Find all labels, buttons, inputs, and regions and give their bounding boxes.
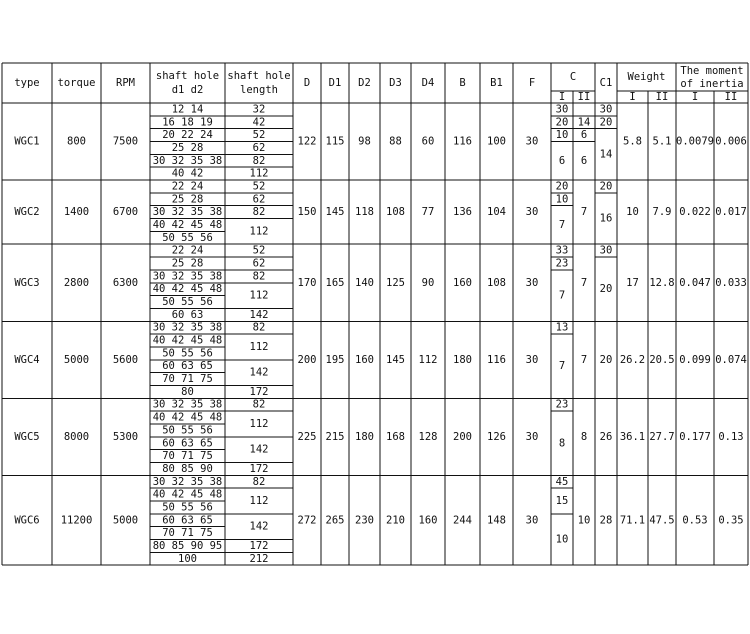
cell-d3: 108 xyxy=(386,206,405,219)
cell-shaft-hole: 40 42 45 48 xyxy=(152,334,223,347)
cell-shaft-length: 52 xyxy=(252,129,266,142)
cell-weight-ii: 27.7 xyxy=(649,430,675,443)
cell-weight-i: 26.2 xyxy=(619,353,646,366)
cell-b1: 148 xyxy=(487,514,506,527)
cell-c1: 28 xyxy=(599,514,613,527)
header-c-ii: II xyxy=(577,91,591,103)
cell-c-i: 10 xyxy=(555,129,569,142)
cell-shaft-hole: 70 71 75 xyxy=(162,373,213,386)
cell-shaft-length: 32 xyxy=(252,103,266,116)
cell-d: 225 xyxy=(297,430,317,443)
cell-d1: 145 xyxy=(325,206,345,219)
cell-shaft-hole: 22 24 xyxy=(171,180,204,193)
cell-shaft-hole: 40 42 45 48 xyxy=(152,283,223,296)
cell-f: 30 xyxy=(525,430,539,443)
cell-c-ii: 7 xyxy=(580,353,588,366)
cell-shaft-length: 62 xyxy=(252,141,266,154)
cell-c-i: 13 xyxy=(555,321,569,334)
cell-c-ii: 6 xyxy=(580,129,588,142)
cell-c1: 20 xyxy=(599,283,613,296)
cell-shaft-length: 142 xyxy=(249,366,269,379)
cell-d2: 98 xyxy=(358,135,371,148)
cell-inertia-ii: 0.13 xyxy=(718,430,744,443)
cell-c1: 20 xyxy=(599,116,613,129)
header-d2: D2 xyxy=(358,77,371,89)
cell-torque: 11200 xyxy=(60,514,93,527)
cell-shaft-hole: 60 63 65 xyxy=(162,514,213,527)
cell-d1: 195 xyxy=(325,353,345,366)
cell-rpm: 6700 xyxy=(112,206,139,219)
cell-shaft-length: 172 xyxy=(249,539,269,552)
cell-b1: 126 xyxy=(487,430,506,443)
cell-shaft-hole: 70 71 75 xyxy=(162,527,213,540)
cell-d: 170 xyxy=(297,276,317,289)
cell-f: 30 xyxy=(525,135,539,148)
header-shaft-hole-d1-d2: d1 d2 xyxy=(171,84,204,96)
cell-shaft-hole: 25 28 xyxy=(171,257,204,270)
header-of-inertia: of inertia xyxy=(680,78,744,90)
cell-shaft-hole: 100 xyxy=(178,552,197,565)
cell-inertia-i: 0.53 xyxy=(682,514,708,527)
cell-rpm: 5600 xyxy=(112,353,139,366)
cell-c-i: 20 xyxy=(555,180,569,193)
cell-inertia-i: 0.177 xyxy=(679,430,711,443)
cell-shaft-hole: 50 55 56 xyxy=(162,347,213,360)
cell-d: 122 xyxy=(297,135,317,148)
cell-d4: 60 xyxy=(421,135,435,148)
cell-type: WGC1 xyxy=(14,135,40,148)
cell-weight-i: 5.8 xyxy=(623,135,642,148)
cell-b1: 100 xyxy=(487,135,506,148)
cell-shaft-length: 142 xyxy=(249,308,269,321)
cell-inertia-ii: 0.074 xyxy=(715,353,747,366)
cell-rpm: 5000 xyxy=(112,514,139,527)
header-d3: D3 xyxy=(389,77,402,89)
cell-c1: 30 xyxy=(599,103,613,116)
cell-f: 30 xyxy=(525,353,539,366)
cell-c1: 26 xyxy=(599,430,613,443)
cell-c-ii: 6 xyxy=(580,154,588,167)
cell-weight-ii: 7.9 xyxy=(652,206,672,219)
header-rpm: RPM xyxy=(116,77,135,89)
cell-shaft-hole: 50 55 56 xyxy=(162,231,213,244)
cell-d3: 145 xyxy=(386,353,405,366)
cell-b: 180 xyxy=(453,353,472,366)
cell-c1: 14 xyxy=(599,148,613,161)
cell-shaft-hole: 50 55 56 xyxy=(162,296,213,309)
cell-d3: 88 xyxy=(389,135,402,148)
cell-c-ii: 8 xyxy=(580,430,588,443)
cell-inertia-ii: 0.033 xyxy=(715,276,747,289)
cell-weight-i: 17 xyxy=(626,276,639,289)
cell-shaft-length: 112 xyxy=(249,289,269,302)
cell-d: 200 xyxy=(297,353,317,366)
cell-c-ii: 10 xyxy=(577,514,591,527)
header-moment-i: I xyxy=(691,91,699,103)
cell-c-i: 30 xyxy=(555,103,569,116)
cell-inertia-i: 0.099 xyxy=(679,353,711,366)
cell-torque: 2800 xyxy=(63,276,90,289)
cell-shaft-hole: 16 18 19 xyxy=(162,116,213,129)
cell-inertia-i: 0.0079 xyxy=(676,135,714,148)
cell-shaft-hole: 40 42 45 48 xyxy=(152,411,223,424)
cell-shaft-length: 82 xyxy=(252,206,266,219)
cell-shaft-hole: 30 32 35 38 xyxy=(152,154,223,167)
cell-c-ii: 7 xyxy=(580,206,588,219)
cell-inertia-ii: 0.35 xyxy=(718,514,744,527)
cell-shaft-hole: 60 63 65 xyxy=(162,360,213,373)
header-shaft-hole-length: shaft hole xyxy=(227,70,291,82)
cell-d3: 210 xyxy=(386,514,405,527)
header-d4: D4 xyxy=(421,77,435,89)
cell-type: WGC3 xyxy=(14,276,40,289)
cell-shaft-length: 82 xyxy=(252,154,266,167)
cell-d4: 90 xyxy=(421,276,435,289)
cell-torque: 1400 xyxy=(63,206,90,219)
cell-shaft-length: 62 xyxy=(252,193,266,206)
cell-shaft-length: 172 xyxy=(249,385,269,398)
cell-shaft-length: 112 xyxy=(249,418,269,430)
cell-shaft-hole: 50 55 56 xyxy=(162,424,213,437)
cell-type: WGC2 xyxy=(14,206,40,219)
header-f: F xyxy=(528,77,536,89)
cell-d: 150 xyxy=(297,206,317,219)
cell-b: 136 xyxy=(453,206,472,219)
cell-shaft-hole: 22 24 xyxy=(171,244,204,257)
cell-c-i: 45 xyxy=(555,475,569,488)
cell-c1: 20 xyxy=(599,180,613,193)
cell-weight-ii: 5.1 xyxy=(652,135,672,148)
cell-f: 30 xyxy=(525,514,539,527)
cell-shaft-length: 82 xyxy=(252,398,266,411)
header-shaft-hole: shaft hole xyxy=(155,70,220,82)
cell-c-i: 10 xyxy=(555,193,569,206)
cell-shaft-hole: 30 32 35 38 xyxy=(152,206,223,219)
cell-b: 160 xyxy=(453,276,472,289)
cell-d1: 215 xyxy=(325,430,345,443)
header-c-i: I xyxy=(558,91,566,103)
cell-shaft-hole: 20 22 24 xyxy=(162,129,213,142)
cell-shaft-length: 112 xyxy=(249,167,269,180)
cell-shaft-length: 82 xyxy=(252,321,266,334)
cell-c-i: 10 xyxy=(555,533,569,546)
cell-c-i: 20 xyxy=(555,116,569,129)
header-c: C xyxy=(569,71,577,83)
header-c1: C1 xyxy=(599,77,613,89)
cell-d3: 168 xyxy=(386,430,405,443)
cell-weight-ii: 20.5 xyxy=(649,353,675,366)
cell-d: 272 xyxy=(297,514,317,527)
cell-d2: 160 xyxy=(355,353,374,366)
cell-shaft-length: 172 xyxy=(249,462,269,475)
cell-c-i: 7 xyxy=(558,218,566,231)
header-d: D xyxy=(303,77,311,89)
cell-torque: 8000 xyxy=(63,430,90,443)
cell-shaft-hole: 80 85 90 95 xyxy=(152,539,223,552)
cell-shaft-length: 52 xyxy=(252,244,266,257)
cell-d2: 180 xyxy=(355,430,374,443)
cell-d1: 165 xyxy=(325,276,345,289)
cell-c-ii: 7 xyxy=(580,276,588,289)
cell-d4: 77 xyxy=(421,206,435,219)
cell-d4: 160 xyxy=(418,514,438,527)
cell-b1: 104 xyxy=(487,206,506,219)
cell-weight-ii: 12.8 xyxy=(649,276,675,289)
cell-d4: 128 xyxy=(418,430,438,443)
cell-shaft-hole: 80 85 90 xyxy=(162,462,213,475)
cell-shaft-hole: 40 42 45 48 xyxy=(152,488,223,501)
cell-c-i: 8 xyxy=(558,437,566,450)
cell-shaft-hole: 30 32 35 38 xyxy=(152,475,223,488)
cell-b1: 108 xyxy=(487,276,506,289)
cell-shaft-hole: 60 63 xyxy=(171,308,204,321)
header-weight-i: I xyxy=(629,91,636,103)
cell-weight-ii: 47.5 xyxy=(649,514,675,527)
cell-shaft-hole: 80 xyxy=(181,385,194,398)
cell-weight-i: 36.1 xyxy=(619,430,646,443)
cell-c-ii: 14 xyxy=(577,116,591,129)
cell-d2: 230 xyxy=(355,514,374,527)
cell-c-i: 6 xyxy=(558,154,566,167)
header-weight: Weight xyxy=(627,71,666,83)
cell-c1: 16 xyxy=(599,212,613,225)
cell-shaft-hole: 60 63 65 xyxy=(162,437,213,450)
cell-rpm: 5300 xyxy=(112,430,139,443)
cell-d4: 112 xyxy=(418,353,438,366)
cell-shaft-length: 62 xyxy=(252,257,266,270)
cell-shaft-length: 212 xyxy=(249,552,269,565)
cell-shaft-length: 112 xyxy=(249,225,269,238)
cell-c-i: 23 xyxy=(555,257,569,270)
cell-inertia-i: 0.047 xyxy=(679,276,711,289)
cell-shaft-hole: 40 42 xyxy=(171,167,204,180)
cell-inertia-ii: 0.017 xyxy=(715,206,747,219)
cell-shaft-length: 142 xyxy=(249,443,269,456)
cell-b: 116 xyxy=(453,135,472,148)
cell-b1: 116 xyxy=(487,353,506,366)
header-length: length xyxy=(240,84,278,96)
cell-shaft-length: 82 xyxy=(252,270,266,283)
cell-shaft-hole: 30 32 35 38 xyxy=(152,270,223,283)
cell-d2: 140 xyxy=(355,276,374,289)
header-b: B xyxy=(459,77,466,89)
header-type: type xyxy=(14,77,40,89)
cell-c-i: 23 xyxy=(555,398,569,411)
cell-shaft-hole: 12 14 xyxy=(171,103,204,116)
cell-shaft-length: 142 xyxy=(249,520,269,533)
header-moment: The moment xyxy=(680,65,744,77)
cell-c-i: 33 xyxy=(555,244,569,257)
cell-d1: 115 xyxy=(325,135,345,148)
cell-shaft-length: 82 xyxy=(252,475,266,488)
cell-shaft-hole: 70 71 75 xyxy=(162,450,213,463)
cell-d2: 118 xyxy=(355,206,374,219)
cell-shaft-length: 112 xyxy=(249,495,269,508)
cell-f: 30 xyxy=(525,276,539,289)
cell-type: WGC4 xyxy=(14,353,40,366)
cell-shaft-length: 112 xyxy=(249,340,269,353)
cell-shaft-hole: 25 28 xyxy=(171,141,204,154)
cell-rpm: 6300 xyxy=(112,276,139,289)
cell-type: WGC5 xyxy=(14,430,40,443)
cell-shaft-hole: 40 42 45 48 xyxy=(152,218,223,231)
cell-b: 244 xyxy=(453,514,472,527)
cell-c1: 30 xyxy=(599,244,613,257)
header-torque: torque xyxy=(57,77,96,89)
cell-shaft-length: 52 xyxy=(252,180,266,193)
header-b1: B1 xyxy=(490,77,503,89)
cell-shaft-hole: 30 32 35 38 xyxy=(152,321,223,334)
cell-f: 30 xyxy=(525,206,539,219)
header-weight-ii: II xyxy=(655,91,669,103)
header-moment-ii: II xyxy=(724,91,738,103)
cell-shaft-hole: 30 32 35 38 xyxy=(152,398,223,411)
cell-c1: 20 xyxy=(599,353,613,366)
cell-rpm: 7500 xyxy=(112,135,139,148)
cell-weight-i: 71.1 xyxy=(619,514,646,527)
cell-shaft-hole: 25 28 xyxy=(171,193,204,206)
cell-inertia-ii: 0.006 xyxy=(715,135,747,148)
cell-weight-i: 10 xyxy=(626,206,639,219)
header-d1: D1 xyxy=(328,77,342,89)
cell-d1: 265 xyxy=(325,514,345,527)
cell-type: WGC6 xyxy=(14,514,40,527)
cell-c-i: 7 xyxy=(558,289,566,302)
cell-inertia-i: 0.022 xyxy=(679,206,711,219)
cell-c-i: 15 xyxy=(555,495,569,508)
cell-torque: 5000 xyxy=(63,353,90,366)
cell-d3: 125 xyxy=(386,276,405,289)
cell-shaft-length: 42 xyxy=(252,116,266,129)
cell-shaft-hole: 50 55 56 xyxy=(162,501,213,514)
cell-c-i: 7 xyxy=(558,360,566,373)
cell-torque: 800 xyxy=(67,135,86,148)
cell-b: 200 xyxy=(453,430,472,443)
